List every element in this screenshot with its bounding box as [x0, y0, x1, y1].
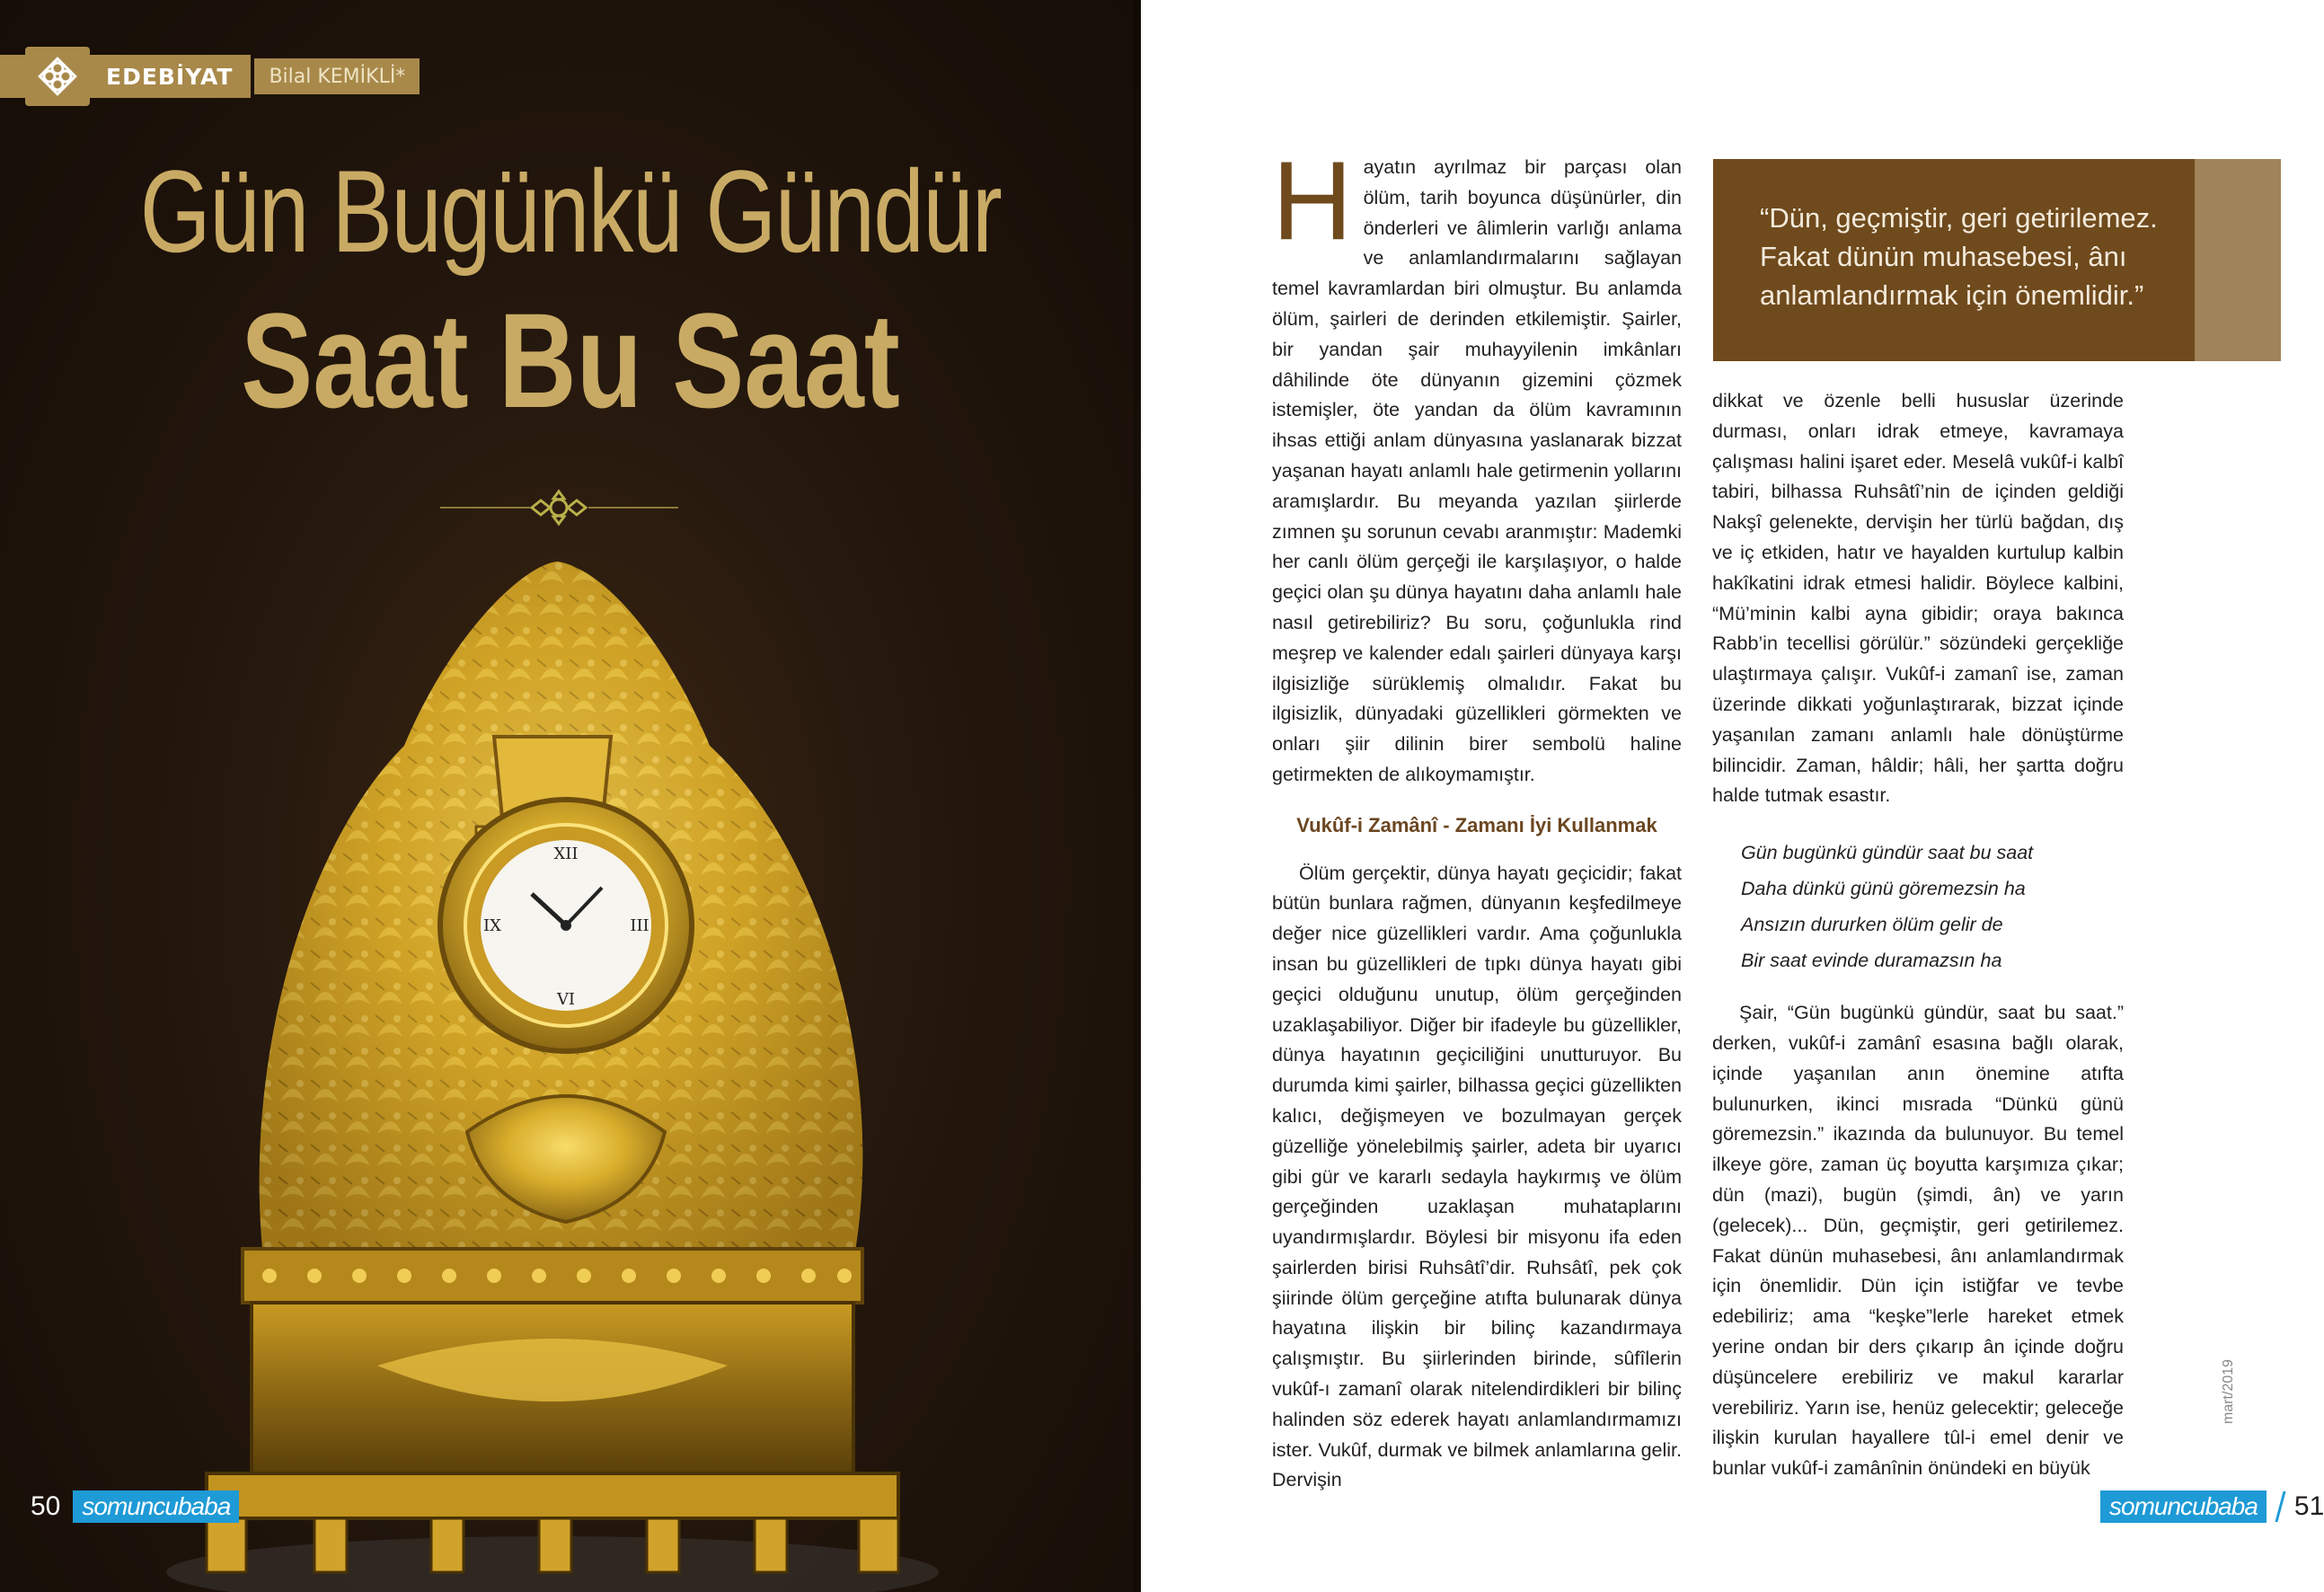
poem-line: Gün bugünkü gündür saat bu saat [1741, 842, 2034, 864]
article-paragraph-3: dikkat ve özenle belli hususlar üzerinde durması, onları idrak etmeye, kavramaya çalışması halini işaret eder. Meselâ vukûf-i kalbî tabiri, bilhassa Ruhsâtî’nin de içinden geldiği Nakşî gelenekte, dervişin her türlü bağdan, dış ve iç etkiden, hatır ve hayalden kurtulup kalbin hakîkatini idrak etmesi halidir. Böylece kalbini, “Mü’minin kalbi ayna gibidir; oraya bakınca Rabb’in tecellisi görülür.” sözündeki gerçekliğe ulaştırmaya çalışır. Vukûf-i zamanî ise, zaman üzerinde dikkati yoğunlaştırarak, bizzat içinde yaşanılan zamanı anlamlı hale dönüştürme bilincidir. Zaman, hâldir; hâli, her şartta doğru halde tutmak esastır. [1712, 390, 2124, 807]
left-page [0, 0, 1141, 1592]
article-column-1 [1272, 139, 1682, 1496]
svg-text:IX: IX [483, 916, 501, 935]
pull-quote-box [1713, 159, 2195, 361]
svg-text:VI: VI [556, 990, 576, 1009]
poem-line: Daha dünkü günü göremezsin ha [1741, 878, 2026, 900]
article-paragraph-2: Ölüm gerçektir, dünya hayatı geçicidir; fakat bütün bunlara rağmen, dünyanın keşfedilmeye değer nice güzellikleri vardır. Ama çoğunlukla insan bu güzellikleri de tıpkı dünya hayatı gibi geçici olduğunu unutup, ölüm gerçeğinden uzaklaşabiliyor. Diğer bir ifadeyle bu güzellikler, dünya hayatının geçiciliğini unutturuyor. Bu durumda kimi şairler, bilhassa geçici güzellikten kalıcı, değişmeyen ve bozulmayan gerçek güzelliğe yönelebilmiş şairler, adeta bir uyarıcı gibi gür ve kararlı sedayla haykırmış ve ölüm gerçeğinden uzaklaşan muhataplarını uyandırmışlardır. Böylesi bir misyonu ifa eden şairlerden birisi Ruhsâtî’dir. Ruhsâtî, pek çok şiirinde ölüm gerçeğine atıfta bulunarak dünya hayatına ilişkin bir bilinç kazandırmaya çalışmıştır. Bu şiirlerinden birinde, sûfîlerin vukûf-ı zamanî olarak nitelendirdikleri bir bilinç halinden söz ederek hayatı anlamlandırmamızı ister. Vukûf, durmak ve bilmek anlamlarına gelir. Dervişin [1272, 862, 1682, 1491]
issue-date: mart/2019 [2221, 1358, 2236, 1424]
drop-cap: H [1272, 139, 1353, 263]
poem-line: Ansızın dururken ölüm gelir de [1741, 914, 2003, 936]
svg-text:III: III [630, 916, 649, 935]
footer-right [2100, 1487, 2324, 1526]
article-column-2 [1712, 386, 2124, 1484]
title-line-2: Saat Bu Saat [241, 285, 900, 436]
author-label: Bilal KEMİKLİ* [254, 58, 420, 94]
footer-left [0, 1487, 239, 1526]
category-badge [0, 52, 420, 101]
poem-stanza [1741, 835, 2124, 978]
article-paragraph-1: ayatın ayrılmaz bir parçası olan ölüm, tarih boyunca düşünürler, din önderleri ve âlimlerin varlığı anlama ve anlamlandırmalarını sağlayan temel kavramlardan biri olmuştur. Bu anlamda ölüm, şairleri de derinden etkilemiştir. Şairler, bir yandan şair muhayyilenin imkânları dâhilinde öte dünyanın gizemini çözmek istemişler, öte yandan da ölüm kavramının ihsas ettiği anlam dünyasına yaslanarak bizzat yaşanan hayatı anlamlı hale getirmenin yollarını aramışlardır. Bu meyanda yazılan şiirlerde zımnen şu sorunun cevabı aranmıştır: Mademki her canlı ölüm gerçeği ile karşılaşıyor, o halde geçici olan şu dünya hayatını daha anlamlı hale nasıl getirebiliriz? Bu soru, çoğunlukla rind meşrep ve kalender edalı şairleri dünyaya karşı ilgisizliğe sürüklemiş olmalıdır. Fakat bu ilgisizlik, dünyadaki güzellikleri görmekten ve onları şiir dilinin birer sembolü haline getirmekten de alıkoymamıştır. [1272, 156, 1682, 785]
magazine-logo-icon [25, 47, 90, 106]
brand-logo-right: somuncubaba [2100, 1490, 2267, 1523]
poem-line: Bir saat evinde duramazsın ha [1741, 950, 2002, 972]
ornament-divider-icon [440, 490, 678, 526]
folio-separator [2275, 1491, 2285, 1522]
svg-text:XII: XII [553, 845, 579, 863]
pull-quote-accent [2195, 159, 2281, 361]
section-label: EDEBİYAT [0, 55, 251, 98]
article-paragraph-4: Şair, “Gün bugünkü gündür, saat bu saat.” derken, vukûf-i zamânî esasına bağlı olarak, içinde yaşanılan anın önemine atıfta bulunurken, ikinci mısrada “Dünkü günü göremezsin.” ikazında da bulunuyor. Bu temel ilkeye göre, zaman üç boyutta karşımıza çıkar; dün (mazi), bugün (şimdi, ân) ve yarın (gelecek)... Dün, geçmiştir, geri getirilemez. Fakat dünün muhasebesi, ânı anlamlandırmak için önemlidir. Dün için istiğfar ve tevbe edebiliriz; ama “keşke”lerle hareket etmek yerine ondan bir ders çıkarıp ân içinde doğru düşüncelere erebiliriz ve makul kararlar verebiliriz. Yarın ise, henüz gelecektir; geleceğe ilişkin kurulan hayallere tûl-i emel denir ve bunlar vukûf-i zamânînin önündeki en büyük [1712, 1002, 2124, 1480]
article-subheading: Vukûf-i Zamânî - Zamanı İyi Kullanmak [1296, 813, 1657, 836]
gilded-mantel-clock-image [180, 557, 925, 1592]
pull-quote-text: “Dün, geçmiştir, geri getirilemez. Fakat dünün muhasebesi, ânı anlamlandırmak için önemlidir.” [1760, 202, 2158, 311]
title-line-1: Gün Bugünkü Gündür [139, 146, 1002, 277]
page-number-left: 50 [31, 1491, 61, 1521]
brand-logo-left: somuncubaba [73, 1490, 239, 1523]
spread-gutter [1134, 0, 1143, 1592]
page-number-right: 51 [2293, 1491, 2324, 1521]
